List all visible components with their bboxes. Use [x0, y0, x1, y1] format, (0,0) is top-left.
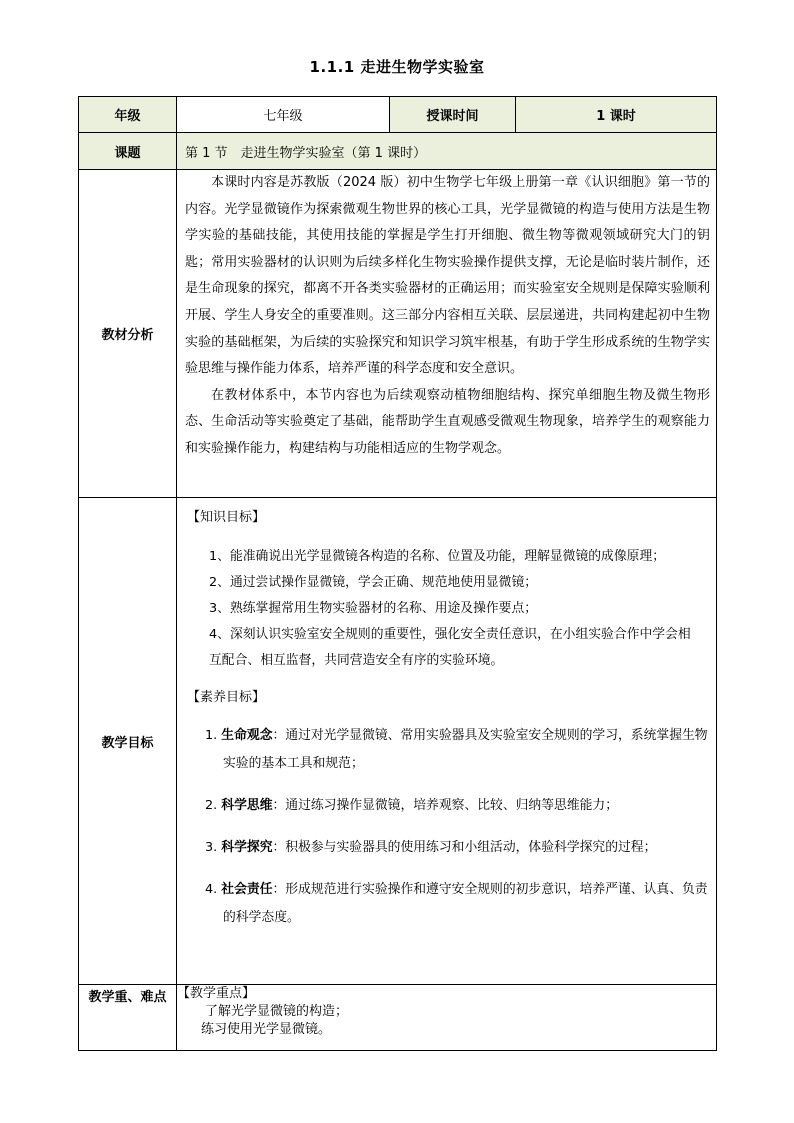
analysis-paragraph: 在教材体系中，本节内容也为后续观察动植物细胞结构、探究单细胞生物及微生物形态、生命活动等实验奠定了基础，能帮助学生直观感受微观生物现象，培养学生的观察能力和实验操作能力，构建结构与功能相适应的生物学观念。: [185, 387, 710, 456]
analysis-row: [79, 170, 717, 498]
key-points-row: [79, 985, 717, 1051]
literacy-item: [205, 834, 708, 862]
knowledge-heading: 【知识目标】: [187, 510, 266, 525]
knowledge-item: 2、通过尝试操作显微镜，学会正确、规范地使用显微镜；: [209, 575, 538, 590]
goals-content: [177, 498, 717, 985]
literacy-item: [205, 792, 708, 820]
literacy-text: ：形成规范进行实验操作和遵守安全规则的初步意识，培养严谨、认真、负责的科学态度。: [223, 882, 708, 925]
analysis-paragraph: 本课时内容是苏教版（2024 版）初中生物学七年级上册第一章《认识细胞》第一节的内容。光学显微镜作为探索微观生物世界的核心工具，光学显微镜的构造与使用方法是生物学实验的基础技能，其使用技能的掌握是学生打开细胞、微生物等微观领域研究大门的钥匙；常用实验器材的认识则为后续多样化生物实验操作提供支撑，无论是临时装片制作，还是生命现象的探究，都离不开各类实验器材的正确运用；而实验室安全规则是保障实验顺利开展、学生人身安全的重要准则。这三部分内容相互关联、层层递进，共同构建起初中生物实验的基础框架，为后续的实验探究和知识学习筑牢根基，有助于学生形成系统的生物学实验思维与操作能力体系，培养严谨的科学态度和安全意识。: [185, 175, 710, 377]
literacy-term: 社会责任: [221, 882, 273, 897]
key-point-item: 练习使用光学显微镜。: [201, 1022, 332, 1037]
key-points-content: [177, 985, 717, 1051]
literacy-text: ：通过练习操作显微镜，培养观察、比较、归纳等思维能力；: [272, 798, 618, 813]
knowledge-item: 4、深刻认识实验室安全规则的重要性，强化安全责任意识，在小组实验合作中学会相互配合、相互监督，共同营造安全有序的实验环境。: [209, 627, 691, 668]
lesson-plan-table: [78, 96, 717, 1051]
knowledge-item: 1、能准确说出光学显微镜各构造的名称、位置及功能，理解显微镜的成像原理；: [209, 549, 666, 564]
literacy-term: 科学思维: [221, 798, 273, 813]
header-row: [79, 97, 717, 133]
literacy-term: 生命观念: [221, 728, 273, 743]
key-point-item: 了解光学显微镜的构造；: [205, 1004, 349, 1019]
time-value: 1 课时: [516, 97, 717, 133]
literacy-num: 2.: [205, 798, 218, 813]
key-points-heading: 【教学重点】: [177, 986, 256, 1001]
page-title: 1.1.1 走进生物学实验室: [309, 58, 485, 76]
knowledge-item: 3、熟练掌握常用生物实验器材的名称、用途及操作要点；: [209, 601, 538, 616]
topic-row: [79, 133, 717, 170]
key-points-label: 教学重、难点: [79, 985, 177, 1051]
literacy-item: [205, 876, 708, 932]
analysis-label: 教材分析: [79, 170, 177, 498]
goals-row: [79, 498, 717, 985]
literacy-num: 1.: [205, 728, 218, 743]
literacy-text: ：积极参与实验器具的使用练习和小组活动，体验科学探究的过程；: [272, 840, 657, 855]
literacy-term: 科学探究: [221, 840, 273, 855]
literacy-text: ：通过对光学显微镜、常用实验器具及实验室安全规则的学习，系统掌握生物实验的基本工具和规范；: [223, 728, 708, 771]
topic-value: 第 1 节 走进生物学实验室（第 1 课时）: [177, 133, 717, 170]
analysis-content: [177, 170, 717, 498]
grade-label: 年级: [79, 97, 177, 133]
goals-label: 教学目标: [79, 498, 177, 985]
time-label: 授课时间: [390, 97, 516, 133]
literacy-num: 4.: [205, 882, 218, 897]
literacy-num: 3.: [205, 840, 218, 855]
literacy-item: [205, 722, 708, 778]
literacy-heading: 【素养目标】: [187, 690, 266, 705]
topic-label: 课题: [79, 133, 177, 170]
grade-value: 七年级: [177, 97, 390, 133]
